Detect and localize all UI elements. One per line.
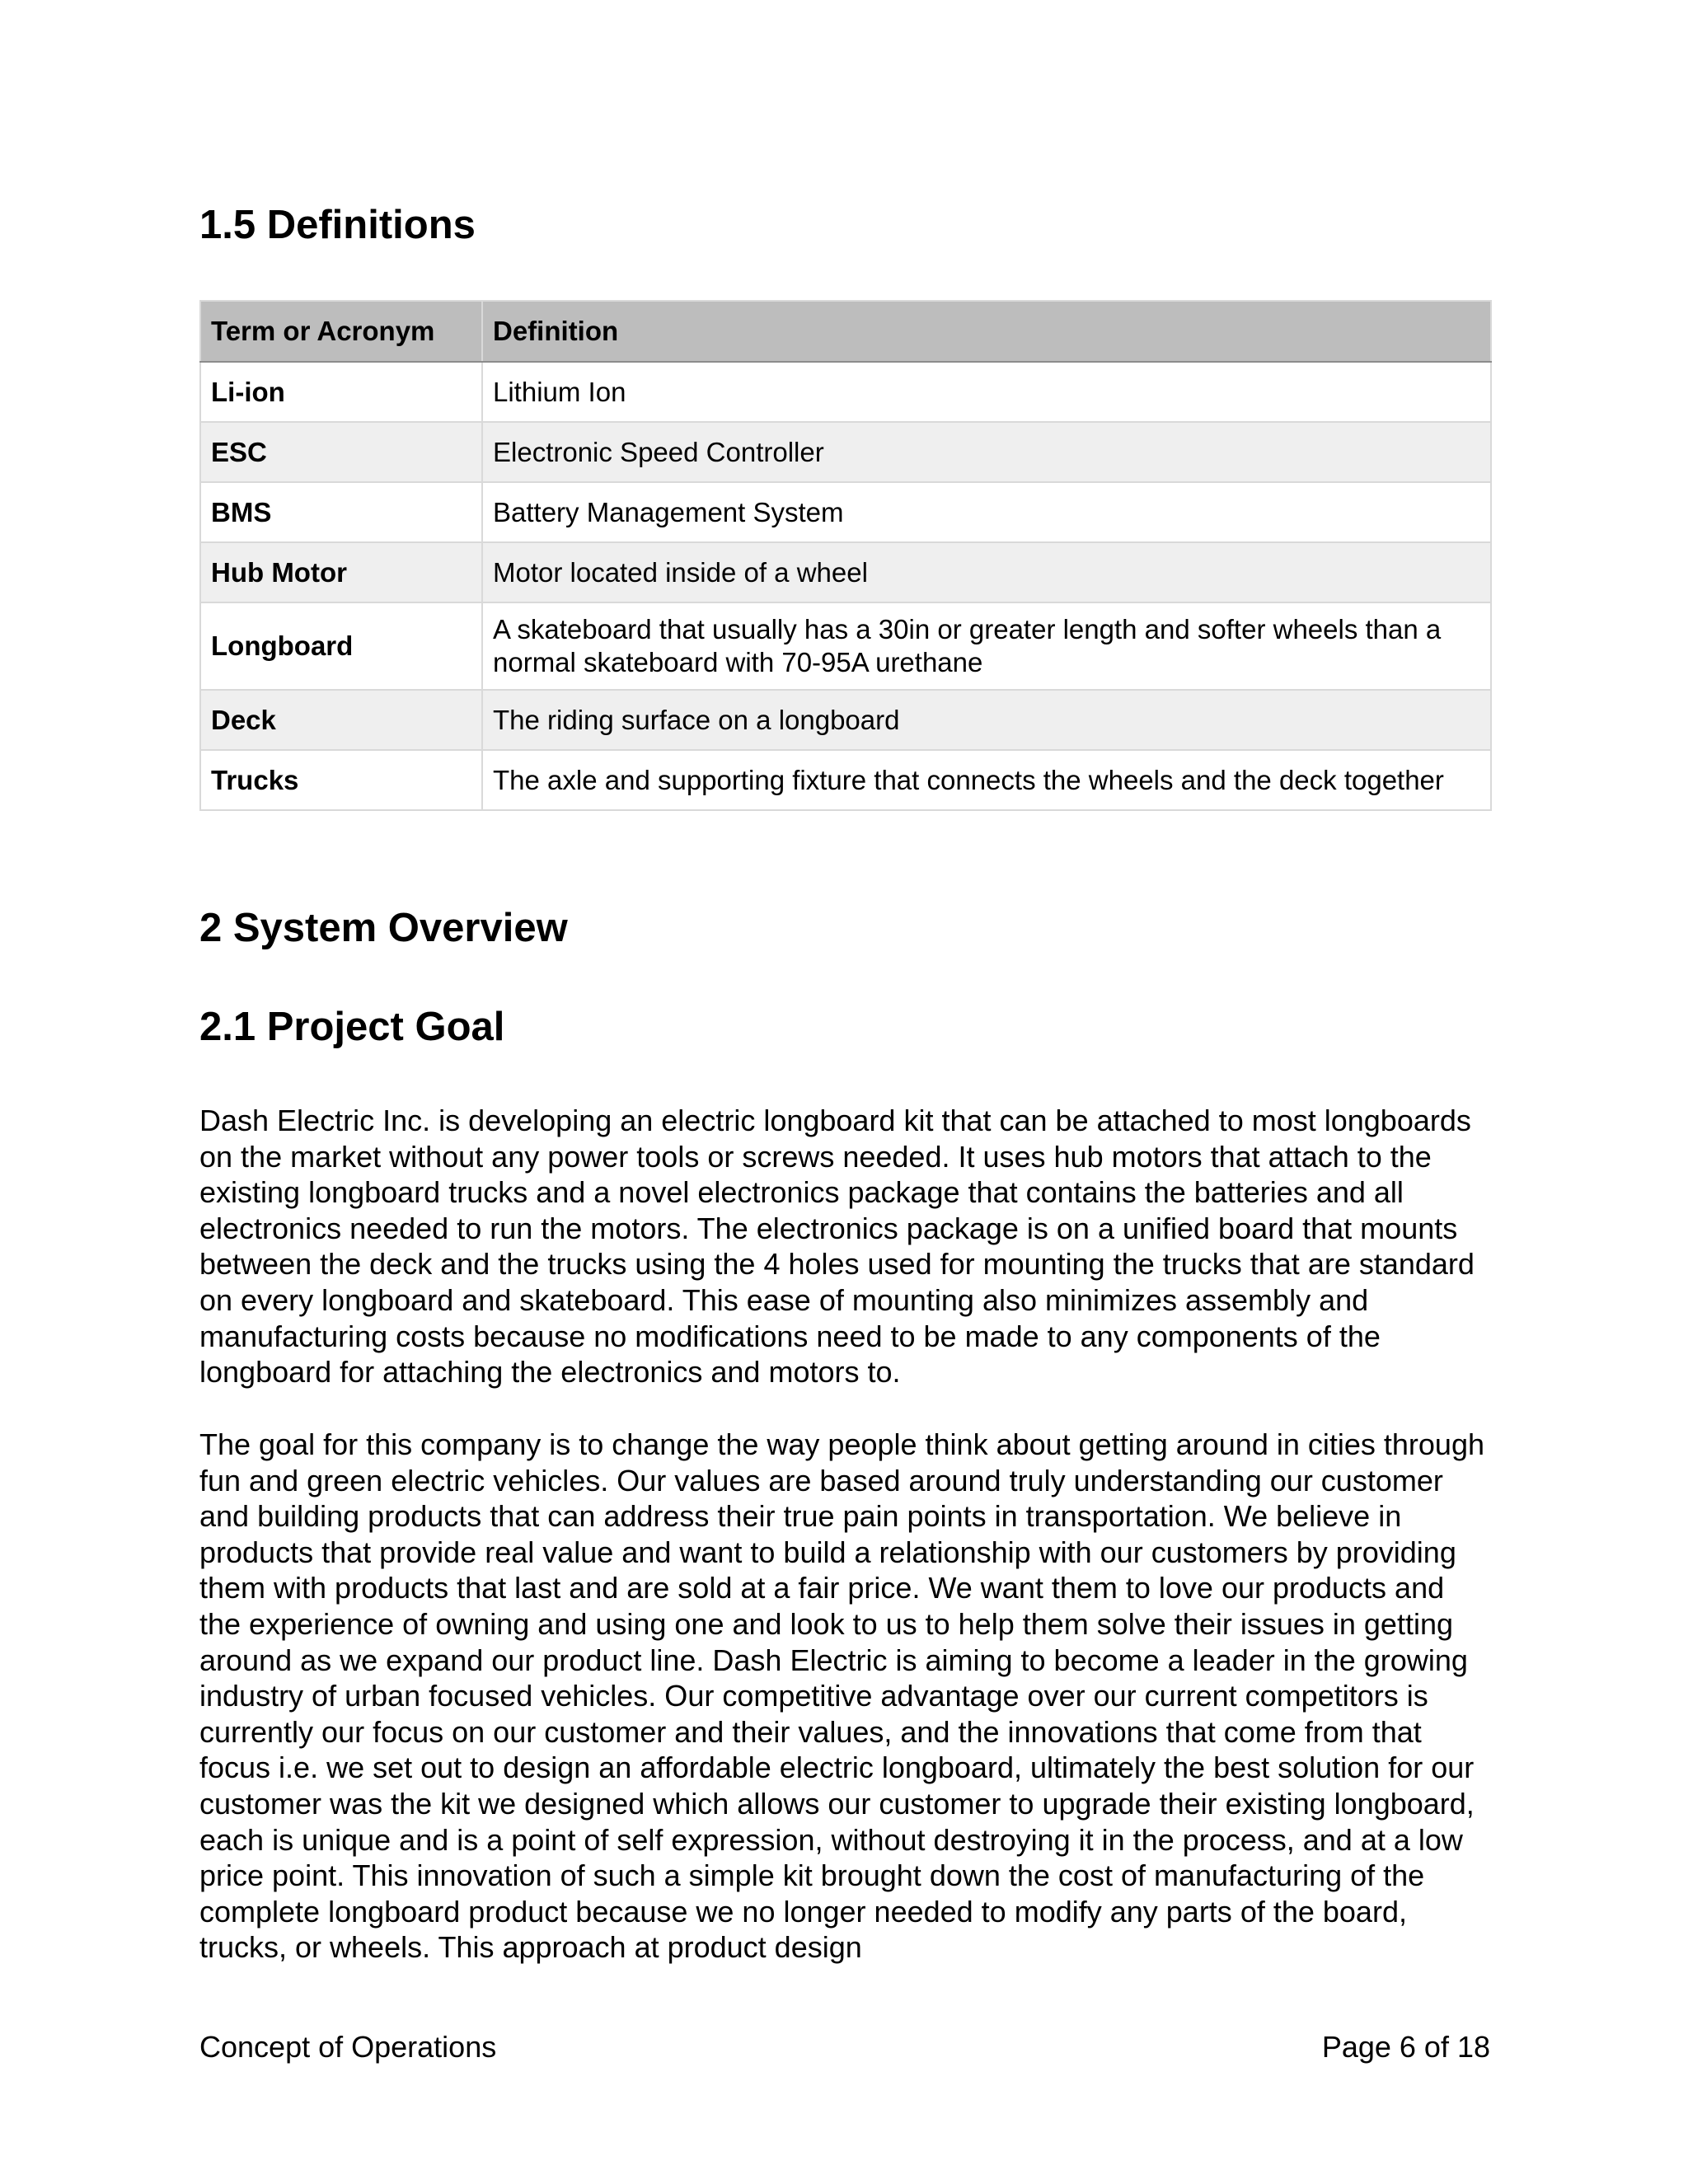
term-cell: Longboard <box>200 602 482 690</box>
table-row <box>200 362 1491 422</box>
table-header-row <box>200 301 1491 362</box>
definition-cell: Electronic Speed Controller <box>482 422 1491 482</box>
table-row <box>200 750 1491 810</box>
header-definition: Definition <box>482 301 1491 362</box>
definitions-table <box>199 300 1492 811</box>
table-row <box>200 542 1491 602</box>
table-row <box>200 422 1491 482</box>
header-term: Term or Acronym <box>200 301 482 362</box>
table-row <box>200 482 1491 542</box>
system-overview-heading: 2 System Overview <box>199 906 568 950</box>
footer-page-number: Page 6 of 18 <box>1321 2030 1490 2064</box>
term-cell: Hub Motor <box>200 542 482 602</box>
definition-cell: Battery Management System <box>482 482 1491 542</box>
term-cell: Deck <box>200 690 482 750</box>
definition-cell: The riding surface on a longboard <box>482 690 1491 750</box>
term-cell: Li-ion <box>200 362 482 422</box>
definition-cell: Lithium Ion <box>482 362 1491 422</box>
term-cell: ESC <box>200 422 482 482</box>
definition-cell: Motor located inside of a wheel <box>482 542 1491 602</box>
term-cell: BMS <box>200 482 482 542</box>
project-goal-paragraph-1: Dash Electric Inc. is developing an electric longboard kit that can be attached to most longboards on the market without any power tools or screws needed. It uses hub motors that attach to the existing longboard trucks and a novel electronics package that contains the batteries and all electronics needed to run the motors. The electronics package is on a unified board that mounts between the deck and the trucks using the 4 holes used for mounting the trucks that are standard on every longboard and skateboard. This ease of mounting also minimizes assembly and manufacturing costs because no modifications need to be made to any components of the longboard for attaching the electronics and motors to. <box>199 1104 1475 1390</box>
footer-document-title: Concept of Operations <box>199 2030 497 2064</box>
table-row <box>200 690 1491 750</box>
project-goal-heading: 2.1 Project Goal <box>199 1005 505 1049</box>
term-cell: Trucks <box>200 750 482 810</box>
definition-cell: The axle and supporting fixture that connects the wheels and the deck together <box>482 750 1491 810</box>
definition-cell: A skateboard that usually has a 30in or greater length and softer wheels than a normal skateboard with 70-95A urethane <box>482 602 1491 690</box>
project-goal-paragraph-2: The goal for this company is to change the way people think about getting around in cities through fun and green electric vehicles. Our values are based around truly understanding our customer and building products that can address their true pain points in transportation. We believe in products that provide real value and want to build a relationship with our customers by providing them with products that last and are sold at a fair price. We want them to love our products and the experience of owning and using one and look to us to help them solve their issues in getting around as we expand our product line. Dash Electric is aiming to become a leader in the growing industry of urban focused vehicles. Our competitive advantage over our current competitors is currently our focus on our customer and their values, and the innovations that come from that focus i.e. we set out to design an affordable electric longboard, ultimately the best solution for our customer was the kit we designed which allows our customer to upgrade their existing longboard, each is unique and is a point of self expression, without destroying it in the process, and at a low price point. This innovation of such a simple kit brought down the cost of manufacturing of the complete longboard product because we no longer needed to modify any parts of the board, trucks, or wheels. This approach at product design <box>199 1427 1484 1965</box>
definitions-heading: 1.5 Definitions <box>199 203 476 247</box>
table-row <box>200 602 1491 690</box>
